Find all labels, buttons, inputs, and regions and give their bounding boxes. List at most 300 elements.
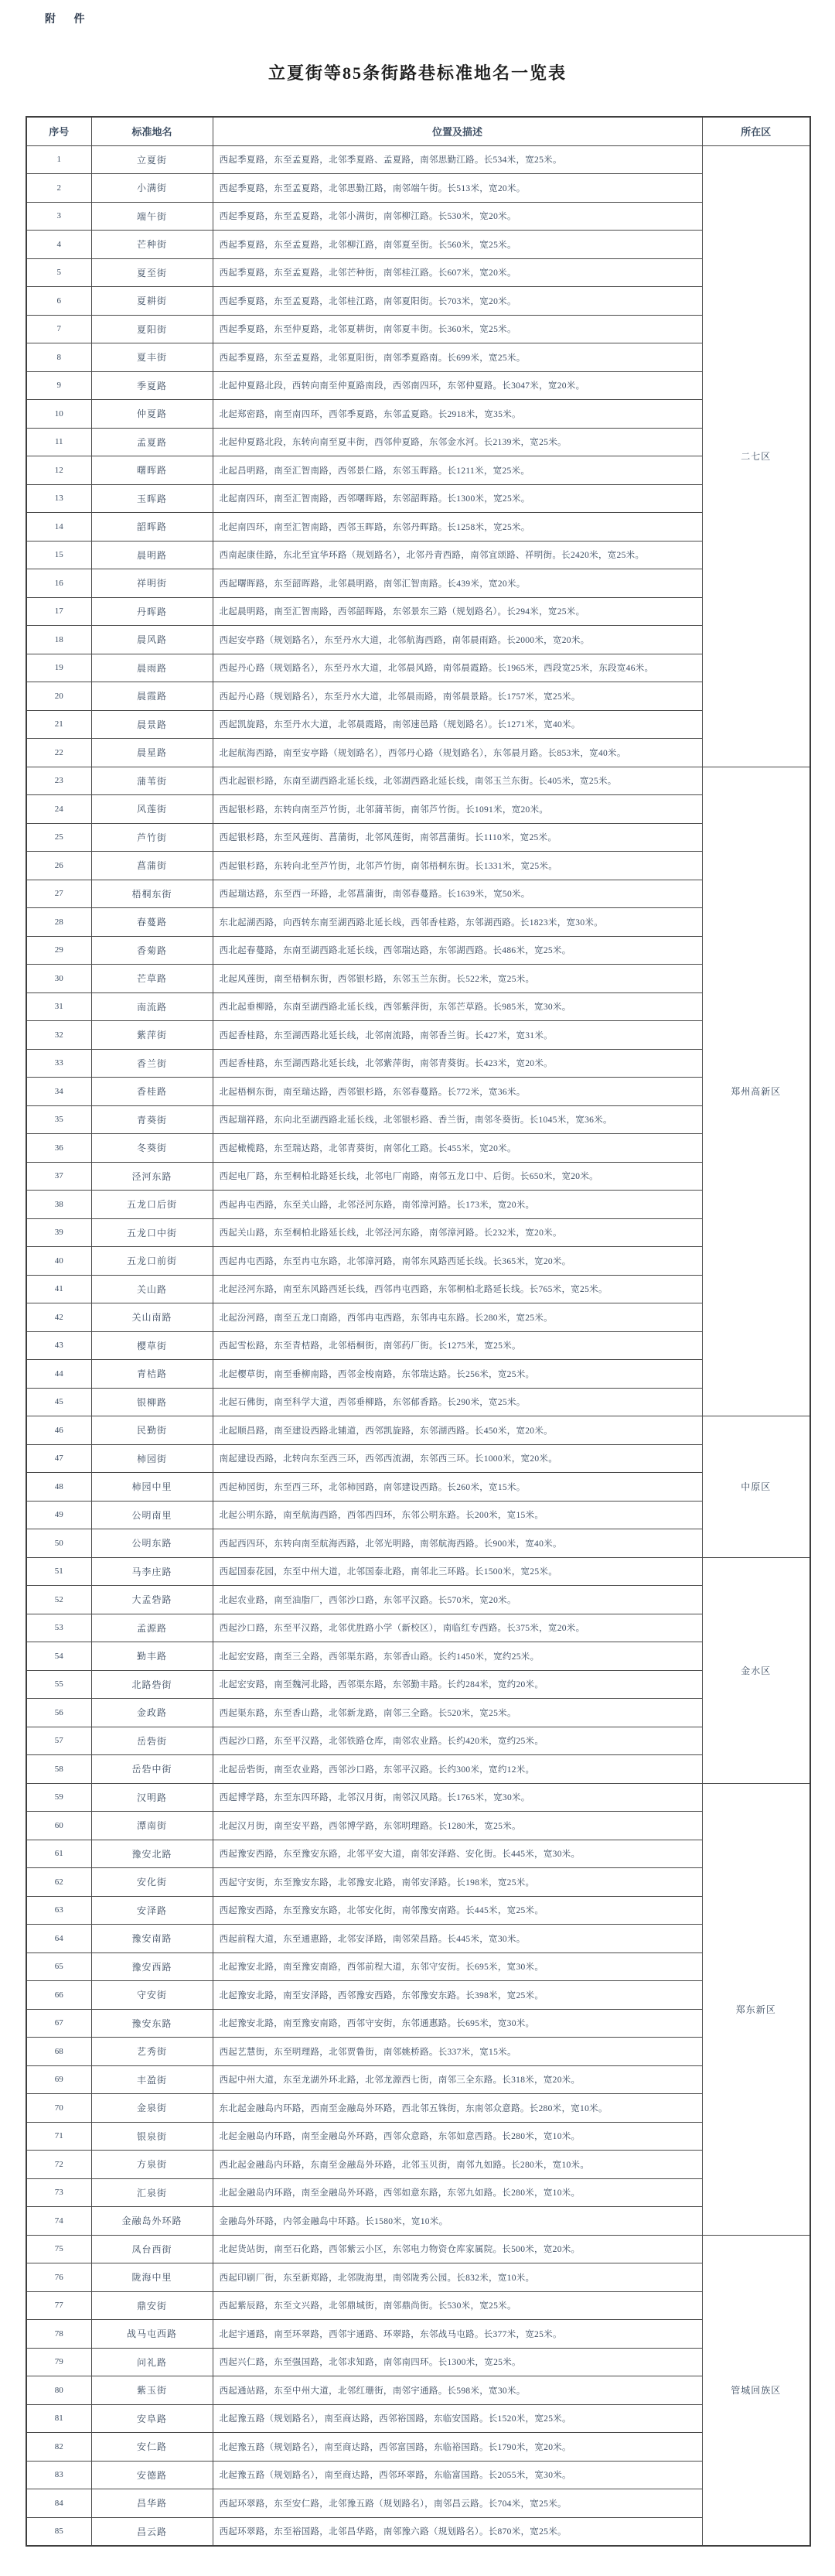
table-row [26, 767, 810, 795]
row-location-description: 西起环翠路，东至安仁路，北邻豫五路（规划路名），南邻昌云路。长704米，宽25米。 [213, 2489, 702, 2518]
district-cell: 郑东新区 [702, 1783, 810, 2235]
row-street-name: 香菊路 [91, 936, 213, 965]
row-street-name: 公明东路 [91, 1529, 213, 1558]
table-row [26, 654, 810, 682]
row-location-description: 西起博学路，东至东四环路，北邻汉月街，南邻汉风路。长1765米，宽30米。 [213, 1783, 702, 1812]
row-street-name: 马李庄路 [91, 1557, 213, 1586]
table-row [26, 428, 810, 456]
table-row [26, 1755, 810, 1784]
table-row [26, 965, 810, 993]
table-row [26, 371, 810, 400]
district-cell: 管城回族区 [702, 2235, 810, 2546]
row-location-description: 西起银杉路，东转向南至芦竹街，北邻蒲苇街，南邻芦竹街。长1091米，宽20米。 [213, 795, 702, 824]
row-location-description: 北起汉月街，南至安平路，西邻博学路，东邻明理路。长1280米，宽25米。 [213, 1812, 702, 1840]
table-row [26, 513, 810, 542]
row-street-name: 春蔓路 [91, 908, 213, 937]
row-serial-number: 78 [26, 2320, 91, 2349]
table-row [26, 2207, 810, 2236]
row-serial-number: 27 [26, 880, 91, 908]
row-street-name: 夏阳街 [91, 315, 213, 343]
header-row [26, 117, 810, 145]
table-row [26, 908, 810, 937]
row-location-description: 西起西四环，东转向南至航海西路，北邻光明路，南邻航海西路。长900米，宽40米。 [213, 1529, 702, 1558]
row-location-description: 北起农业路，南至油脂厂，西邻沙口路，东邻平汉路。长570米，宽20米。 [213, 1586, 702, 1614]
row-street-name: 青葵街 [91, 1105, 213, 1134]
row-street-name: 汉明路 [91, 1783, 213, 1812]
row-serial-number: 30 [26, 965, 91, 993]
row-street-name: 金政路 [91, 1699, 213, 1727]
row-serial-number: 60 [26, 1812, 91, 1840]
row-serial-number: 74 [26, 2207, 91, 2236]
row-location-description: 北起豫安北路，南至豫安南路，西邻前程大道，东邻守安街。长695米，宽30米。 [213, 1952, 702, 1981]
row-location-description: 西起环翠路，东至裕国路，北邻昌华路，南邻豫六路（规划路名）。长870米，宽25米。 [213, 2517, 702, 2546]
row-street-name: 关山路 [91, 1275, 213, 1303]
table-row [26, 823, 810, 852]
row-location-description: 北起郑密路，南至南四环，西邻季夏路，东邻孟夏路。长2918米，宽35米。 [213, 400, 702, 429]
table-row [26, 1727, 810, 1755]
row-street-name: 芒草路 [91, 965, 213, 993]
table-row [26, 456, 810, 485]
table-row [26, 1925, 810, 1953]
row-location-description: 西起兴仁路，东至强国路，北邻求知路，南邻南四环。长1300米，宽25米。 [213, 2348, 702, 2376]
row-serial-number: 58 [26, 1755, 91, 1784]
row-serial-number: 83 [26, 2461, 91, 2489]
row-location-description: 西起季夏路，东至孟夏路，北邻思勤江路，南邻端午街。长513米，宽20米。 [213, 174, 702, 203]
row-street-name: 民勤街 [91, 1416, 213, 1445]
row-location-description: 西起印刷厂街，东至新郑路，北邻陇海里，南邻陇秀公园。长832米，宽10米。 [213, 2263, 702, 2292]
row-street-name: 晨星路 [91, 739, 213, 767]
row-street-name: 金融岛外环路 [91, 2207, 213, 2236]
row-street-name: 五龙口中街 [91, 1218, 213, 1247]
table-row [26, 1614, 810, 1642]
table-row [26, 1360, 810, 1389]
row-serial-number: 62 [26, 1868, 91, 1897]
row-street-name: 昌华路 [91, 2489, 213, 2518]
row-street-name: 香兰街 [91, 1049, 213, 1078]
row-location-description: 西起曙晖路，东至韶晖路，北邻晨明路，南邻汇智南路。长439米，宽20米。 [213, 569, 702, 598]
row-location-description: 西起国泰花园，东至中州大道，北邻国泰北路，南邻北三环路。长1500米，宽25米。 [213, 1557, 702, 1586]
row-serial-number: 23 [26, 767, 91, 795]
row-location-description: 南起建设西路，北转向东至西三环，西邻西流湖，东邻西三环。长1000米，宽20米。 [213, 1444, 702, 1473]
row-street-name: 勤丰路 [91, 1642, 213, 1671]
row-street-name: 鼎安街 [91, 2291, 213, 2320]
row-location-description: 西起丹心路（规划路名），东至丹水大道，北邻晨雨路，南邻晨景路。长1757米，宽25米。 [213, 682, 702, 711]
row-location-description: 北起风莲街，南至梧桐东街，西邻银杉路，东邻玉兰东街。长522米，宽25米。 [213, 965, 702, 993]
district-cell: 二七区 [702, 145, 810, 767]
row-street-name: 季夏路 [91, 371, 213, 400]
table-row [26, 315, 810, 343]
row-street-name: 豫安南路 [91, 1925, 213, 1953]
header-serial-number: 序号 [26, 117, 91, 145]
attachment-label: 附 件 [45, 14, 93, 26]
row-location-description: 北起樱草街，南至垂柳南路，西邻金梭南路，东邻瑞达路。长256米，宽25米。 [213, 1360, 702, 1389]
district-cell: 中原区 [702, 1416, 810, 1558]
row-serial-number: 16 [26, 569, 91, 598]
row-street-name: 安仁路 [91, 2433, 213, 2462]
street-name-table [26, 116, 811, 2547]
table-row [26, 1416, 810, 1445]
row-serial-number: 3 [26, 202, 91, 231]
row-serial-number: 31 [26, 992, 91, 1021]
table-row [26, 2065, 810, 2094]
row-location-description: 西北起垂柳路，东南至湖西路北延长线，西邻紫萍街，东邻芒草路。长985米，宽30米。 [213, 992, 702, 1021]
row-street-name: 冬葵街 [91, 1134, 213, 1163]
row-street-name: 北路砦街 [91, 1670, 213, 1699]
row-location-description: 北起宏安路，南至三全路，西邻渠东路，东邻香山路。长约1450米，宽约25米。 [213, 1642, 702, 1671]
table-row [26, 626, 810, 654]
row-location-description: 西起瑞祥路，东向北至湖西路北延长线，北邻银杉路、香兰街，南邻冬葵街。长1045米，宽36米。 [213, 1105, 702, 1134]
table-row [26, 1049, 810, 1078]
table-row [26, 287, 810, 316]
table-row [26, 1473, 810, 1502]
row-street-name: 公明南里 [91, 1501, 213, 1529]
row-street-name: 豫安东路 [91, 2009, 213, 2038]
row-street-name: 韶晖路 [91, 513, 213, 542]
row-location-description: 西北起春蔓路，东南至湖西路北延长线，西邻瑞达路，东邻湖西路。长486米，宽25米。 [213, 936, 702, 965]
table-row [26, 1218, 810, 1247]
row-serial-number: 29 [26, 936, 91, 965]
row-serial-number: 35 [26, 1105, 91, 1134]
row-street-name: 晨明路 [91, 541, 213, 569]
row-location-description: 西起季夏路，东至孟夏路，北邻桂江路，南邻夏阳街。长703米，宽20米。 [213, 287, 702, 316]
row-street-name: 五龙口后街 [91, 1191, 213, 1219]
row-street-name: 芒种街 [91, 231, 213, 259]
row-serial-number: 66 [26, 1981, 91, 2010]
row-serial-number: 33 [26, 1049, 91, 1078]
table-body [26, 145, 810, 2546]
table-row [26, 2151, 810, 2179]
row-serial-number: 57 [26, 1727, 91, 1755]
row-street-name: 芦竹街 [91, 823, 213, 852]
row-location-description: 北起南四环，南至汇智南路，西邻玉晖路，东邻丹晖路。长1258米，宽25米。 [213, 513, 702, 542]
district-cell: 郑州高新区 [702, 767, 810, 1416]
row-street-name: 凤台西街 [91, 2235, 213, 2263]
row-street-name: 大孟砦路 [91, 1586, 213, 1614]
table-row [26, 1501, 810, 1529]
row-location-description: 西起紫辰路，东至文兴路，北邻鼎城街，南邻鼎尚街。长530米，宽25米。 [213, 2291, 702, 2320]
row-street-name: 汇泉街 [91, 2178, 213, 2207]
row-location-description: 西起香桂路，东至湖西路北延长线，北邻紫萍街，南邻青葵街。长423米，宽20米。 [213, 1049, 702, 1078]
row-serial-number: 51 [26, 1557, 91, 1586]
table-row [26, 1783, 810, 1812]
row-serial-number: 5 [26, 258, 91, 287]
row-street-name: 豫安北路 [91, 1840, 213, 1868]
row-serial-number: 59 [26, 1783, 91, 1812]
row-location-description: 北起宏安路，南至魏河北路，西邻渠东路，东邻勤丰路。长约284米，宽约20米。 [213, 1670, 702, 1699]
row-location-description: 西起瑞达路，东至西一环路，北邻菖蒲街，南邻春蔓路。长1639米，宽50米。 [213, 880, 702, 908]
row-location-description: 北起南四环，南至汇智南路，西邻曙晖路，东邻韶晖路。长1300米，宽25米。 [213, 484, 702, 513]
table-row [26, 1105, 810, 1134]
table-row [26, 1388, 810, 1416]
row-street-name: 祥明街 [91, 569, 213, 598]
row-street-name: 柿园中里 [91, 1473, 213, 1502]
row-serial-number: 68 [26, 2038, 91, 2066]
row-serial-number: 38 [26, 1191, 91, 1219]
table-row [26, 852, 810, 880]
row-location-description: 西起电厂路，东至桐柏北路延长线，北邻电厂南路，南邻五龙口中、后街。长650米，宽20米。 [213, 1162, 702, 1191]
row-street-name: 丹晖路 [91, 597, 213, 626]
row-street-name: 晨雨路 [91, 654, 213, 682]
table-row [26, 2122, 810, 2151]
row-street-name: 立夏街 [91, 145, 213, 174]
table-row [26, 2461, 810, 2489]
row-location-description: 东北起湖西路，向西转东南至湖西路北延长线，西邻香桂路，东邻湖西路。长1823米，宽30米。 [213, 908, 702, 937]
row-street-name: 紫萍街 [91, 1021, 213, 1050]
row-street-name: 岳砦中街 [91, 1755, 213, 1784]
row-serial-number: 47 [26, 1444, 91, 1473]
table-row [26, 2404, 810, 2433]
row-serial-number: 70 [26, 2094, 91, 2123]
row-street-name: 孟源路 [91, 1614, 213, 1642]
table-row [26, 1444, 810, 1473]
row-street-name: 夏至街 [91, 258, 213, 287]
row-location-description: 北起豫五路（规划路名），南至商达路，西邻富国路，东临裕国路。长1790米，宽20米。 [213, 2433, 702, 2462]
row-location-description: 东北起金融岛内环路，西南至金融岛外环路，西北邻五铢街，东南邻众意路。长280米，宽10米。 [213, 2094, 702, 2123]
row-serial-number: 13 [26, 484, 91, 513]
row-location-description: 西起香桂路，东至湖西路北延长线，北邻南流路，南邻香兰街。长427米，宽31米。 [213, 1021, 702, 1050]
row-location-description: 西起中州大道，东至龙湖外环北路，北邻龙源西七街，南邻三全东路。长318米，宽20米。 [213, 2065, 702, 2094]
row-location-description: 西起季夏路，东至仲夏路，北邻夏耕街，南邻夏丰街。长360米，宽25米。 [213, 315, 702, 343]
table-row [26, 2517, 810, 2546]
table-row [26, 2178, 810, 2207]
table-row [26, 1699, 810, 1727]
row-street-name: 樱草街 [91, 1331, 213, 1360]
row-street-name: 夏丰街 [91, 343, 213, 372]
table-row [26, 682, 810, 711]
table-row [26, 936, 810, 965]
row-street-name: 蒲苇街 [91, 767, 213, 795]
row-location-description: 西起渠东路，东至香山路，北邻新龙路，南邻三全路。长520米，宽25米。 [213, 1699, 702, 1727]
row-serial-number: 4 [26, 231, 91, 259]
row-street-name: 孟夏路 [91, 428, 213, 456]
row-serial-number: 17 [26, 597, 91, 626]
row-location-description: 北起宇通路，南至环翠路，西邻宇通路、环翠路，东邻战马屯路。长377米，宽25米。 [213, 2320, 702, 2349]
row-street-name: 豫安西路 [91, 1952, 213, 1981]
row-location-description: 西起通站路，东至中州大道，北邻红珊街，南邻宇通路。长598米，宽30米。 [213, 2376, 702, 2405]
table-row [26, 1642, 810, 1671]
row-serial-number: 82 [26, 2433, 91, 2462]
row-serial-number: 71 [26, 2122, 91, 2151]
row-street-name: 银柳路 [91, 1388, 213, 1416]
row-serial-number: 64 [26, 1925, 91, 1953]
row-location-description: 北起豫安北路，南至豫安南路，西邻守安街，东邻通惠路。长695米，宽30米。 [213, 2009, 702, 2038]
table-row [26, 1529, 810, 1558]
row-location-description: 西起柿园街，东至西三环，北邻柿园路，南邻建设西路。长260米，宽15米。 [213, 1473, 702, 1502]
table-row [26, 1275, 810, 1303]
row-location-description: 北起豫安北路，南至安泽路，西邻豫安西路，东邻豫安东路。长398米，宽25米。 [213, 1981, 702, 2010]
table-row [26, 710, 810, 739]
table-row [26, 597, 810, 626]
table-row [26, 2235, 810, 2263]
row-street-name: 安化街 [91, 1868, 213, 1897]
row-street-name: 紫玉街 [91, 2376, 213, 2405]
district-cell: 金水区 [702, 1557, 810, 1783]
row-serial-number: 41 [26, 1275, 91, 1303]
row-serial-number: 7 [26, 315, 91, 343]
row-serial-number: 40 [26, 1247, 91, 1276]
row-street-name: 潭南街 [91, 1812, 213, 1840]
table-row [26, 1247, 810, 1276]
row-serial-number: 54 [26, 1642, 91, 1671]
row-serial-number: 14 [26, 513, 91, 542]
row-location-description: 西起季夏路，东至孟夏路，北邻柳江路，南邻夏至街。长560米，宽25米。 [213, 231, 702, 259]
table-row [26, 343, 810, 372]
row-location-description: 北起梧桐东街，南至瑞达路，西邻银杉路，东邻春蔓路。长772米，宽36米。 [213, 1078, 702, 1106]
table-row [26, 484, 810, 513]
table-row [26, 2038, 810, 2066]
row-serial-number: 48 [26, 1473, 91, 1502]
row-location-description: 北起晨明路，南至汇智南路，西邻韶晖路，东邻景东三路（规划路名）。长294米，宽25米。 [213, 597, 702, 626]
row-street-name: 端午街 [91, 202, 213, 231]
row-serial-number: 12 [26, 456, 91, 485]
row-street-name: 方泉街 [91, 2151, 213, 2179]
row-serial-number: 10 [26, 400, 91, 429]
row-location-description: 北起豫五路（规划路名），南至商达路，西邻环翠路，东临富国路。长2055米，宽30米。 [213, 2461, 702, 2489]
row-location-description: 西起前程大道，东至通惠路，北邻安泽路，南邻荣昌路。长445米，宽30米。 [213, 1925, 702, 1953]
row-location-description: 西北起金融岛内环路，东南至金融岛外环路，北邻玉贝街，南邻九如路。长280米，宽10米。 [213, 2151, 702, 2179]
row-street-name: 陇海中里 [91, 2263, 213, 2292]
table-row [26, 2320, 810, 2349]
row-location-description: 西起沙口路，东至平汉路，北邻优胜路小学（新校区），南临红专西路。长375米，宽20米。 [213, 1614, 702, 1642]
row-location-description: 西起银杉路，东转向北至芦竹街，北邻芦竹街，南邻梧桐东街。长1331米，宽25米。 [213, 852, 702, 880]
row-serial-number: 50 [26, 1529, 91, 1558]
row-location-description: 北起顺昌路，南至建设西路北辅道，西邻凯旋路，东邻湖西路。长450米，宽20米。 [213, 1416, 702, 1445]
row-serial-number: 67 [26, 2009, 91, 2038]
row-location-description: 北起仲夏路北段，东转向南至夏丰街，西邻仲夏路，东邻金水河。长2139米，宽25米。 [213, 428, 702, 456]
row-location-description: 北起昌明路，南至汇智南路，西邻景仁路，东邻玉晖路。长1211米，宽25米。 [213, 456, 702, 485]
row-street-name: 金泉街 [91, 2094, 213, 2123]
table-row [26, 2263, 810, 2292]
row-location-description: 北起汾河路，南至五龙口南路，西邻冉屯西路，东邻冉屯东路。长280米，宽25米。 [213, 1303, 702, 1332]
row-street-name: 战马屯西路 [91, 2320, 213, 2349]
row-serial-number: 45 [26, 1388, 91, 1416]
row-location-description: 西起艺慧街，东至明理路，北邻贾鲁街，南邻姚桥路。长337米，宽15米。 [213, 2038, 702, 2066]
row-street-name: 梧桐东街 [91, 880, 213, 908]
row-location-description: 北起泾河东路，南至东风路西延长线，西邻冉屯西路，东邻桐柏北路延长线。长765米，宽25米。 [213, 1275, 702, 1303]
row-street-name: 艺秀街 [91, 2038, 213, 2066]
row-location-description: 北起豫五路（规划路名），南至商达路，西邻裕国路，东临安国路。长1520米，宽25米。 [213, 2404, 702, 2433]
row-street-name: 曙晖路 [91, 456, 213, 485]
row-street-name: 丰盈街 [91, 2065, 213, 2094]
row-street-name: 小满街 [91, 174, 213, 203]
header-district: 所在区 [702, 117, 810, 145]
row-location-description: 金融岛外环路，内邻金融岛中环路。长1580米，宽10米。 [213, 2207, 702, 2236]
row-serial-number: 28 [26, 908, 91, 937]
row-street-name: 守安街 [91, 1981, 213, 2010]
table-row [26, 541, 810, 569]
row-street-name: 关山南路 [91, 1303, 213, 1332]
row-serial-number: 22 [26, 739, 91, 767]
row-serial-number: 81 [26, 2404, 91, 2433]
row-location-description: 西起沙口路，东至平汉路，北邻铁路仓库，南邻农业路。长约420米，宽约25米。 [213, 1727, 702, 1755]
row-serial-number: 53 [26, 1614, 91, 1642]
row-serial-number: 39 [26, 1218, 91, 1247]
row-serial-number: 18 [26, 626, 91, 654]
row-location-description: 西起丹心路（规划路名），东至丹水大道，北邻晨风路，南邻晨霞路。长1965米，西段宽25米，东段宽46米。 [213, 654, 702, 682]
row-street-name: 青桔路 [91, 1360, 213, 1389]
table-row [26, 2291, 810, 2320]
row-serial-number: 6 [26, 287, 91, 316]
page-title: 立夏街等85条街路巷标准地名一览表 [268, 63, 567, 83]
row-street-name: 风莲街 [91, 795, 213, 824]
table-row [26, 174, 810, 203]
table-row [26, 258, 810, 287]
row-serial-number: 34 [26, 1078, 91, 1106]
table-row [26, 795, 810, 824]
row-serial-number: 84 [26, 2489, 91, 2518]
table-row [26, 231, 810, 259]
row-street-name: 银泉街 [91, 2122, 213, 2151]
table-row [26, 1557, 810, 1586]
table-row [26, 1812, 810, 1840]
table-row [26, 2489, 810, 2518]
row-street-name: 菖蒲街 [91, 852, 213, 880]
table-row [26, 2094, 810, 2123]
row-serial-number: 61 [26, 1840, 91, 1868]
row-location-description: 西起豫安西路，东至豫安东路，北邻平安大道，南邻安泽路、安化街。长445米，宽30米。 [213, 1840, 702, 1868]
row-location-description: 北起公明东路，南至航海西路，西邻西四环，东邻公明东路。长200米，宽15米。 [213, 1501, 702, 1529]
row-location-description: 西起冉屯西路，东至关山路，北邻泾河东路，南邻漳河路。长173米，宽20米。 [213, 1191, 702, 1219]
row-location-description: 西北起银杉路，东南至湖西路北延长线，北邻湖西路北延长线，南邻玉兰东街。长405米，宽25米。 [213, 767, 702, 795]
row-serial-number: 49 [26, 1501, 91, 1529]
row-serial-number: 80 [26, 2376, 91, 2405]
row-serial-number: 20 [26, 682, 91, 711]
row-street-name: 仲夏路 [91, 400, 213, 429]
row-location-description: 西起银杉路，东至风莲街、菖蒲街，北邻风莲街，南邻菖蒲街。长1110米，宽25米。 [213, 823, 702, 852]
row-serial-number: 56 [26, 1699, 91, 1727]
row-street-name: 玉晖路 [91, 484, 213, 513]
table-row [26, 880, 810, 908]
table-row [26, 1586, 810, 1614]
table-row [26, 1021, 810, 1050]
row-serial-number: 73 [26, 2178, 91, 2207]
table-row [26, 2376, 810, 2405]
row-serial-number: 19 [26, 654, 91, 682]
table-row [26, 1896, 810, 1925]
row-location-description: 西起季夏路，东至孟夏路，北邻夏阳街，南邻季夏路南。长699米，宽25米。 [213, 343, 702, 372]
row-street-name: 晨风路 [91, 626, 213, 654]
row-street-name: 安泽路 [91, 1896, 213, 1925]
row-street-name: 安德路 [91, 2461, 213, 2489]
table-row [26, 1952, 810, 1981]
row-location-description: 北起货站街，南至石化路，西邻紫云小区，东邻电力物资仓库家属院。长500米，宽20米。 [213, 2235, 702, 2263]
table-row [26, 1331, 810, 1360]
row-street-name: 昌云路 [91, 2517, 213, 2546]
row-location-description: 北起石佛街，南至科学大道，西邻垂柳路，东邻郁香路。长290米，宽25米。 [213, 1388, 702, 1416]
table-row [26, 1303, 810, 1332]
row-location-description: 西起凯旋路，东至丹水大道，北邻晨霞路，南邻速邑路（规划路名）。长1271米，宽40米。 [213, 710, 702, 739]
header-standard-name: 标准地名 [91, 117, 213, 145]
row-serial-number: 43 [26, 1331, 91, 1360]
table-row [26, 739, 810, 767]
row-serial-number: 79 [26, 2348, 91, 2376]
row-serial-number: 55 [26, 1670, 91, 1699]
row-street-name: 柿园街 [91, 1444, 213, 1473]
row-street-name: 夏耕街 [91, 287, 213, 316]
row-street-name: 问礼路 [91, 2348, 213, 2376]
row-location-description: 西南起康佳路，东北至宜华环路（规划路名），北邻丹青西路，南邻宜颂路、祥明街。长2420米，宽25米。 [213, 541, 702, 569]
table-row [26, 569, 810, 598]
table-row [26, 1134, 810, 1163]
row-location-description: 西起橄榄路，东至瑞达路，北邻青葵街，南邻化工路。长455米，宽20米。 [213, 1134, 702, 1163]
row-location-description: 西起安亭路（规划路名），东至丹水大道，北邻航海西路，南邻晨雨路。长2000米，宽20米。 [213, 626, 702, 654]
table-row [26, 2009, 810, 2038]
table-row [26, 1670, 810, 1699]
row-serial-number: 44 [26, 1360, 91, 1389]
row-location-description: 西起季夏路，东至孟夏路，北邻小满街，南邻柳江路。长530米，宽20米。 [213, 202, 702, 231]
table-row [26, 992, 810, 1021]
row-serial-number: 75 [26, 2235, 91, 2263]
